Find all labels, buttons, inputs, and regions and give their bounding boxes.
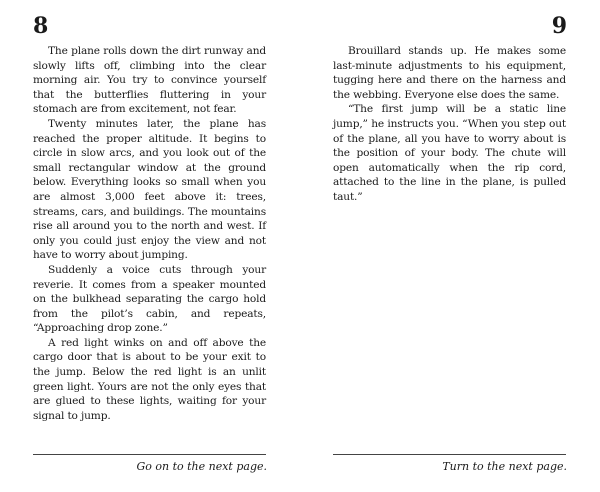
paragraph: Twenty minutes later, the plane has reached the proper altitude. It begins to circle in slow arcs, and you look out of the small rectangular window at the ground below. Everything looks so small when you are almost 3,000 feet above it: trees, streams, cars, and buildings. The mountains rise all around you to the north and west. If only you could just enjoy the view and not have to worry about jumping.: [33, 117, 266, 262]
body-text: [33, 44, 266, 423]
page-number: 9: [551, 13, 567, 39]
page-number: 8: [33, 13, 49, 39]
paragraph: The plane rolls down the dirt runway and slowly lifts off, climbing into the clear morning air. You try to convince yourself that the butterflies fluttering in your stomach are from excitement, not fear.: [33, 45, 266, 116]
paragraph: Suddenly a voice cuts through your reverie. It comes from a speaker mounted on the bulkhead separating the cargo hold from the pilot’s cabin, and repeats, “Approaching drop zone.”: [33, 263, 266, 335]
footer-rule: [33, 454, 266, 455]
paragraph: Brouillard stands up. He makes some last-minute adjustments to his equipment, tugging here and there on the harness and the webbing. Everyone else does the same.: [333, 45, 566, 101]
body-text: [333, 44, 566, 205]
footer-note: Go on to the next page.: [136, 460, 267, 473]
paragraph: “The first jump will be a static line jump,” he instructs you. “When you step out of the plane, all you have to worry about is the position of your body. The chute will open automatically when the rip cord, attached to the line in the plane, is pulled taut.”: [333, 103, 566, 203]
footer-note: Turn to the next page.: [442, 460, 567, 473]
footer-rule: [333, 454, 566, 455]
paragraph: A red light winks on and off above the cargo door that is about to be your exit to the jump. Below the red light is an unlit green light. Yours are not the only eyes that are glued to these lights, waiting for your signal to jump.: [33, 336, 266, 422]
right-page: [300, 0, 600, 492]
